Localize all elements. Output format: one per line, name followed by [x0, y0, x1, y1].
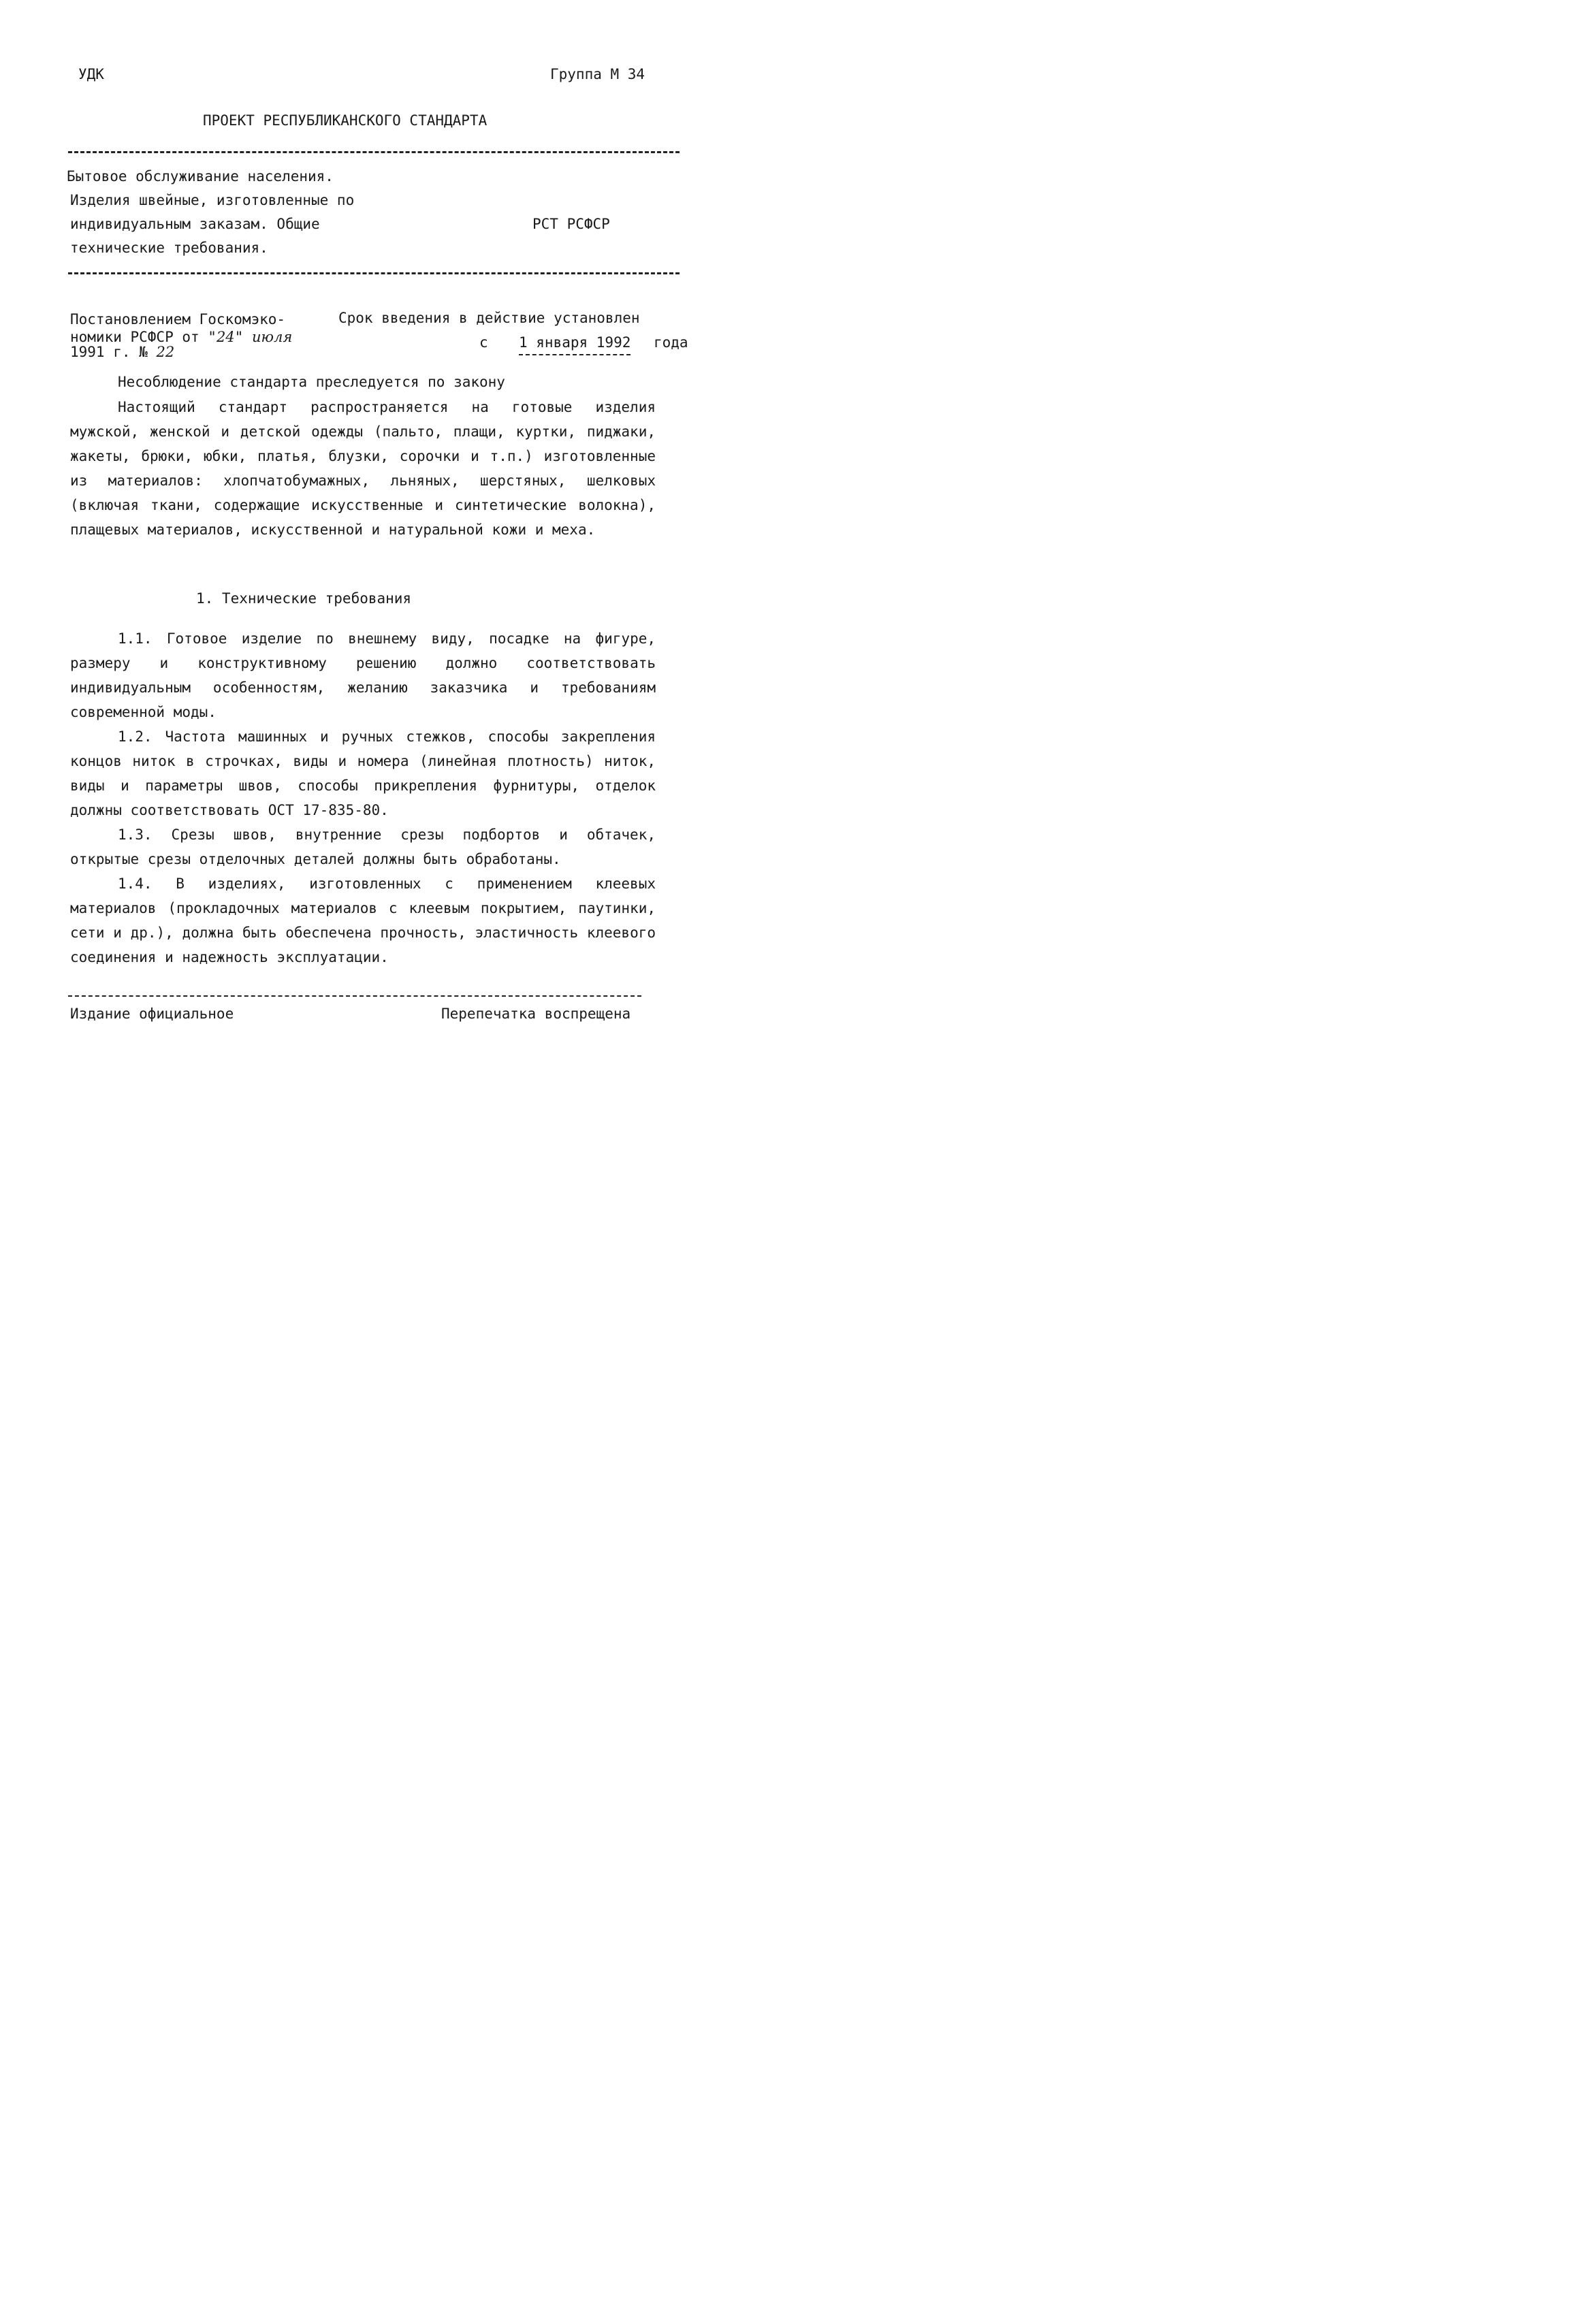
section-heading: 1. Технические требования — [196, 590, 412, 607]
divider-top — [68, 151, 680, 153]
project-title: ПРОЕКТ РЕСПУБЛИКАНСКОГО СТАНДАРТА — [203, 112, 488, 129]
handwritten-day: 24 — [216, 329, 235, 345]
effective-suffix: года — [654, 334, 688, 351]
legal-notice: Несоблюдение стандарта преследуется по закону — [118, 374, 505, 390]
clause-1-1: 1.1. Готовое изделие по внешнему виду, посадке на фигуре, размеру и конструктивному решению должно соответствовать индивидуальным особенностям, желанию заказчика и требованиям современной моды. — [70, 630, 656, 720]
standard-title-line-1: Бытовое обслуживание населения. — [67, 168, 334, 185]
footer-right: Перепечатка воспрещена — [441, 1006, 631, 1022]
standard-designation: РСТ РСФСР — [532, 216, 610, 232]
standard-title-line-2: Изделия швейные, изготовленные по — [70, 192, 355, 208]
approval-line-2: номики РСФСР от "24" июля — [70, 329, 293, 345]
handwritten-month: июля — [251, 329, 293, 345]
clause-1-3: 1.3. Срезы швов, внутренние срезы подбортов и обтачек, открытые срезы отделочных деталей должны быть обработаны. — [70, 827, 656, 867]
approval-line-1: Постановлением Госкомэко- — [70, 311, 286, 327]
standard-title-line-3: индивидуальным заказам. Общие — [70, 216, 320, 232]
standard-title-line-4: технические требования. — [70, 240, 268, 256]
scope-paragraph: Настоящий стандарт распространяется на готовые изделия мужской, женской и детской одежды (пальто, плащи, куртки, пиджаки, жакеты, брюки, юбки, платья, блузки, сорочки и т.п.) изготовленные из материалов: хлопчатобумажных, льняных, шерстяных, шелковых (включая ткани, содержащие искусственные и синтетические волокна), плащевых материалов, искусственной и натуральной кожи и меха. — [70, 399, 656, 538]
effective-date: 1 января 1992 — [519, 331, 631, 355]
effective-line-1: Срок введения в действие установлен — [338, 310, 640, 326]
approval-line-3: 1991 г. № 22 — [70, 344, 175, 360]
handwritten-number: 22 — [156, 344, 175, 360]
clause-1-2: 1.2. Частота машинных и ручных стежков, способы закрепления концов ниток в строчках, виды и номера (линейная плотность) ниток, виды и параметры швов, способы прикрепления фурнитуры, отделок должны соответствовать ОСТ 17-835-80. — [70, 728, 656, 818]
divider-middle — [68, 272, 680, 274]
footer-left: Издание официальное — [70, 1006, 234, 1022]
effective-prefix: с — [479, 334, 488, 351]
divider-bottom — [68, 995, 641, 997]
clause-1-4: 1.4. В изделиях, изготовленных с применением клеевых материалов (прокладочных материалов с клеевым покрытием, паутинки, сети и др.), должна быть обеспечена прочность, эластичность клеевого соединения и надежность эксплуатации. — [70, 876, 656, 965]
udk-label: УДК — [78, 66, 104, 82]
group-label: Группа М 34 — [550, 66, 645, 82]
